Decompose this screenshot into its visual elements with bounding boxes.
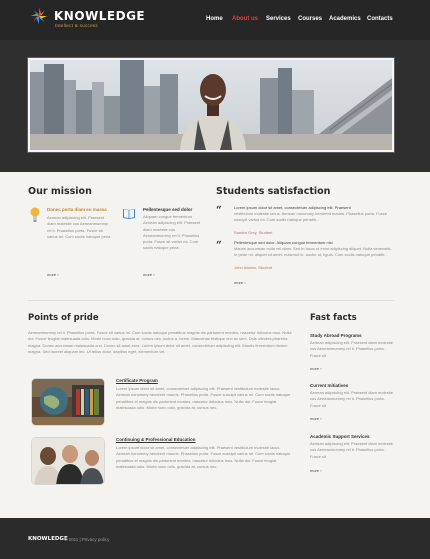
nav-contacts[interactable]: Contacts [367,16,393,22]
lightbulb-icon [30,207,40,223]
mission-col2-text: Aliquam congue fermentum Aenean adipiscing elit. Praesent diam molestie cus Aeneanmummy rel it. Phasellus porta. Fusce sit varius mi. Cum sociis natoque pena [143,214,201,251]
header [0,0,430,40]
nav-about-us[interactable]: About us [232,16,258,22]
continuing-education-link[interactable]: Continuing & Professional Education [116,437,196,442]
continuing-education-text: Lorem ipsum dolor sit amet, consectetuer adipiscing elit. Praesent vestibulum molestie lacus. Aenean nonummy hendrerit mauris. Phasellus porta. Fusce suscipit varius mi. Cum sociis natoque penatibus et magnis dis parturient montes, nascetur ridiculus mus. Nulla dui. Fusce feugiat malesuada odio. Morbi nunc odio, gravida at, cursus nec. [116,445,291,469]
quote1-author: Sandra Grey, Student [234,230,273,235]
nav-academics[interactable]: Academics [329,16,361,22]
certificate-program-text: Lorem ipsum dolor sit amet, consectetuer adipiscing elit. Praesent vestibulum molestie lacus. Aenean nonummy hendrerit mauris. Phasellus porta. Fusce suscipit varius mi. Cum sociis natoque penatibus et magnis dis parturient montes, nascetur ridiculus mus. Nulla dui. Fusce feugiat malesuada odio. Morbi nunc odio, gravida at, cursus nec. [116,386,291,410]
fast-fact-text: Aenean adipiscing elit. Praesent diam molestie cus Aeneanmummy rel it. Phasellus porta. Fusce sit [310,340,393,358]
points-title: Points of pride [28,313,99,323]
fast-fact-text: Aenean adipiscing elit. Praesent diam molestie cus Aeneanmummy rel it. Phasellus porta. Fusce sit [310,441,393,459]
mission-col1-text: Aenean adipiscing elit. Praesent diam molestie cus Aeneanmummy rel it. Phasellus porta. Fusce sit varius mi. Cum sociis natoque pena [47,215,111,239]
mission-col1-more-link[interactable]: more › [47,272,59,277]
globe-books-thumbnail [31,378,105,426]
fast-fact-title[interactable]: Current Initiatives [310,383,349,388]
mission-col2-heading: Pellentesque sed dolor [143,207,193,212]
section-divider [28,300,394,301]
quote1-lead: Lorem ipsum dolor sit amet, consectetuer adipiscing elit. Praesent [234,205,351,210]
quote-icon: “ [216,205,222,216]
points-intro: Aeneanmummy rel it. Phasellus porta. Fusce sit varius mi. Cum sociis natoque penatibus magnis dis parturient montes, nascetur ridiculus mus. Nulla dui. Fusce feugiat malesuada odio. Morbi nunc odio, gravida at, cursus nec, luctus a, lorem. Maecenas tristique orci ac sem. Duis ultricies pharetra magna. Donec accumsan malesuada orci. Donec sit amet eros. Lorem ipsum dolor sit amet, consectetuer adipiscing elit. Mauris fermentum dictum magna. Sed laoreet aliquam leo. Ut tellus dolor, dapibus eget, elementum vel. [28,330,292,354]
footer [0,518,430,559]
banner-image [28,58,394,152]
mission-col2-more-link[interactable]: more › [143,272,155,277]
logo-title[interactable]: KNOWLEDGE [54,9,146,23]
mission-col1-heading: Donec porta diam eu massa [47,207,107,212]
fast-fact-more-link[interactable]: more › [310,416,322,421]
nav-services[interactable]: Services [266,16,291,22]
fast-fact-title[interactable]: Study Abroad Programs [310,333,362,338]
satisfaction-title: Students satisfaction [216,186,331,197]
nav-home[interactable]: Home [206,16,223,22]
quote2-text: Mauris accumsan nulla vel diam. Sed in lacus ut enim adipiscing aliquet. Nulla venenatis. In pede mi, aliquet sit amet, euismod in, auctor ut, ligula. Cum sociis natoque penatib... [234,246,392,258]
quote2-lead: Pellentesque sed dolor. Aliquam congue fermentum nisl [234,240,333,245]
logo-icon[interactable] [30,7,48,25]
nav-courses[interactable]: Courses [298,16,323,22]
fast-facts-title: Fast facts [310,313,357,323]
footer-brand: KNOWLEDGE [28,536,68,542]
fast-fact-more-link[interactable]: more › [310,468,322,473]
fast-fact-text: Aenean adipiscing elit. Praesent diam molestie cus Aeneanmummy rel it. Phasellus porta. Fusce sit [310,390,393,408]
logo-tagline: Intellect & success [55,23,98,28]
fast-fact-title[interactable]: Academic Support Services [310,434,370,439]
students-thumbnail [31,437,105,485]
quote1-text: vestibulum molestie lacus. Aenean nonummy hendrerit mauris. Phasellus porta. Fusce suscipit varius mi. Cum sociis natoque penatib... [234,211,387,223]
mission-title: Our mission [28,186,92,197]
fast-fact-more-link[interactable]: more › [310,366,322,371]
book-icon [122,207,136,219]
quote2-author: John Adams, Student [234,265,273,270]
footer-copyright[interactable]: © 2011 | Privacy policy [64,537,110,542]
quote-icon: “ [216,240,222,251]
satisfaction-more-link[interactable]: more › [234,280,246,285]
certificate-program-link[interactable]: Certificate Program [116,378,158,383]
